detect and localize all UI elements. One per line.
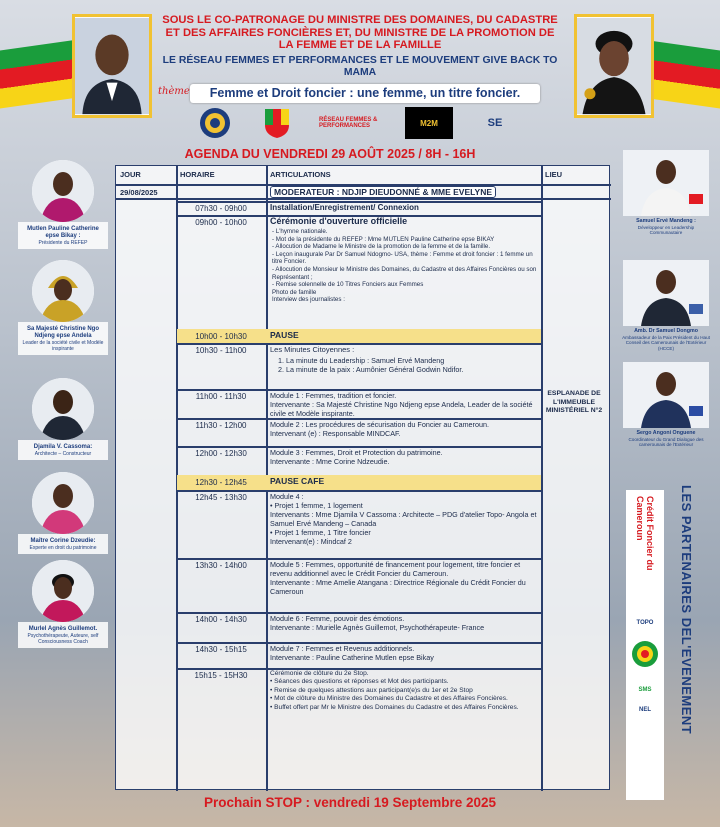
col-header-horaire: HORAIRE [180, 170, 215, 179]
minproff-emblem-logo [257, 107, 297, 139]
row-time: 11h30 - 12h00 [195, 421, 247, 430]
speaker-name: Amb. Dr Samuel Dongmo [634, 328, 698, 334]
row-line: Intervenante : Sa Majesté Christine Ngo Ndjeng epse Andela, Leader de la société civile et Modèle inspirante. [270, 400, 533, 418]
row-time: 13h30 - 14h00 [195, 561, 247, 570]
row-time: 14h30 - 15h15 [195, 645, 247, 654]
row-line: - L'hymne nationale. [272, 228, 328, 235]
minister-portrait-left [72, 14, 152, 118]
reseau-femmes-logo [319, 107, 383, 139]
row-articulation [270, 420, 538, 438]
se-logo: SE [487, 117, 503, 129]
speaker-card-left-5 [18, 560, 108, 648]
speaker-role: Présidente du REFEP [38, 240, 88, 246]
speaker-role: Leader de la société civile et Modèle inspirante [22, 340, 104, 352]
speaker-name: Djamila V. Cassoma: [33, 444, 93, 450]
speaker-photo [32, 260, 94, 322]
speaker-card-right-3 [622, 362, 710, 448]
row-line: - Leçon inaugurale Par Dr Samuel Ndogmo- USA, thème : Femme et droit foncier : 1 femme un titre Foncier. [272, 250, 533, 266]
speaker-name: Murlel Agnès Guillemot. [28, 626, 98, 632]
partners-title: LES PARTENAIRES DEL'EVENEMENT [679, 485, 694, 735]
row-line: Module 4 : [270, 492, 304, 501]
row-time: 09h00 - 10h00 [195, 218, 247, 227]
row-line: Module 1 : Femmes, tradition et foncier. [270, 391, 397, 400]
row-line: • Projet 1 femme, 1 logement [270, 501, 363, 510]
speaker-role: Psychothérapeute, Auteure, self Consciousness Coach [27, 633, 99, 645]
speaker-photo [623, 362, 709, 428]
speaker-photo [32, 560, 94, 622]
agenda-table [115, 165, 610, 790]
row-time: 14h00 - 14h30 [195, 615, 247, 624]
row-time: 11h00 - 11h30 [195, 392, 247, 401]
row-title: Cérémonie d'ouverture officielle [270, 216, 408, 226]
speaker-role: Experte en droit du patrimoine [29, 545, 97, 551]
row-text: PAUSE [270, 330, 299, 340]
row-time: 10h00 - 10h30 [195, 332, 247, 341]
row-text: MODERATEUR : NDJIP DIEUDONNÉ & MME EVELYNE [270, 186, 496, 198]
theme-banner: Femme et Droit foncier : une femme, un titre foncier. [190, 84, 540, 103]
row-line: Photo de famille [272, 288, 317, 296]
row-articulation [270, 188, 538, 197]
header-text [160, 14, 560, 79]
speaker-photo [623, 260, 709, 326]
row-line: Module 6 : Femme, pouvoir des émotions. [270, 614, 405, 623]
row-line: Intervenante : Pauline Catherine Mutlen epse Bikay [270, 653, 434, 662]
col-header-articulations: ARTICULATIONS [270, 170, 331, 179]
speaker-name: Samuel Ervé Mandeng : [636, 218, 696, 224]
row-articulation [270, 391, 538, 418]
row-line: • Buffet offert par Mr le Ministre des Domaines du Cadastre et des Affaires Foncières. [270, 703, 519, 711]
row-articulation [270, 614, 538, 632]
speaker-photo [623, 150, 709, 216]
sms-logo: SMS [638, 687, 652, 693]
row-line: • Séances des questions et réponses et Mot des participants. [270, 678, 449, 686]
row-line: Module 5 : Femmes, opportunité de financement pour logement, titre foncier et revenu additionnel avec le Crédit Foncier du Cameroun. [270, 560, 521, 578]
speaker-name: Mutlen Pauline Catherine epse Bikay : [27, 226, 99, 239]
row-title: Les Minutes Citoyennes : [270, 345, 355, 354]
speaker-name: Sa Majesté Christine Ngo Ndjeng epse Andela [26, 326, 100, 339]
speaker-card-left-3 [18, 378, 108, 460]
speaker-photo [32, 378, 94, 440]
col-header-lieu: LIEU [545, 170, 563, 179]
lieu-venue: ESPLANADE DE L'IMMEUBLE MINISTÉRIEL N°2 [545, 390, 603, 414]
mindcaf-seal-logo [631, 640, 659, 673]
speaker-card-left-1 [18, 160, 108, 249]
row-articulation [270, 492, 538, 546]
speaker-card-left-4 [18, 472, 108, 554]
row-text: PAUSE CAFE [270, 476, 325, 486]
nel-logo: NEL [639, 707, 651, 713]
next-stop-footer: Prochain STOP : vendredi 19 Septembre 2025 [203, 795, 497, 810]
speaker-photo [32, 160, 94, 222]
row-line: 2. La minute de la paix : Aumônier Général Godwin Ndifor. [278, 365, 464, 374]
row-line: • Remise de quelques attestions aux participant(e)s du 1er et 2e Stop [270, 686, 473, 694]
speaker-card-right-2 [622, 260, 710, 351]
speaker-name: Sergo Angoni Onguene [636, 430, 696, 436]
row-line: Module 2 : Les procédures de sécurisation du Foncier au Cameroun. [270, 420, 489, 429]
speaker-card-left-2 [18, 260, 108, 355]
partner-logos-column [626, 490, 664, 800]
speaker-role: Coordinateur du Grand Dialogue des camerounais de l'Extérieur [628, 436, 704, 447]
row-line: - Allocution de Monsieur le Ministre des Domaines, du Cadastre et des Affaires Foncières ou son Représentant ; [272, 265, 537, 281]
row-line: Intervenant (e) : Responsable MINDCAF. [270, 429, 401, 438]
row-articulation [270, 203, 538, 212]
row-line: Interview des journalistes : [272, 296, 345, 304]
speaker-role: Ambassadeur de la Paix Président du Haut Conseil des Camerounais de l'Extérieur (HCCE) [622, 334, 710, 351]
speaker-role: Développeur en Leadership Communautaire [637, 224, 695, 235]
jour-date: 29/08/2025 [120, 188, 158, 197]
row-articulation [270, 331, 538, 340]
row-line: Intervenante : Murielle Agnès Guillemot, Psychothérapeute- France [270, 623, 485, 632]
row-line: - Allocution de Madame le Ministre de la promotion de la femme et de la famille. [272, 243, 491, 251]
row-line: Intervenante : Mme Corine Ndzeudie. [270, 457, 390, 466]
row-articulation [270, 345, 538, 374]
row-line: • Projet 1 femme, 1 Titre foncier [270, 528, 371, 537]
row-time: 10h30 - 11h00 [195, 346, 247, 355]
row-time: 15h15 - 15H30 [194, 671, 248, 680]
col-divider [541, 166, 543, 791]
reseau-femmes-logo-text: RÉSEAU FEMMES & PERFORMANCES [319, 117, 378, 129]
agenda-title: AGENDA DU VENDREDI 29 AOÛT 2025 / 8H - 16H [184, 147, 476, 161]
credit-foncier-logo: Crédit Foncier du Cameroun [635, 496, 655, 571]
row-time: 07h30 - 09h00 [195, 204, 247, 213]
speaker-photo [32, 472, 94, 534]
row-time: 12h45 - 13h30 [195, 493, 247, 502]
speaker-card-right-1 [622, 150, 710, 236]
row-line: - Mot de la présidente du REFEP : Mme MUTLEN Pauline Catherine epse BIKAY [272, 235, 495, 243]
row-line: • Mot de clôture du Ministre des Domaines du Cadastre et des Affaires Foncières. [270, 695, 508, 703]
speaker-name: Maître Corine Dzeudie: [30, 538, 96, 544]
row-articulation [270, 560, 538, 596]
row-articulation [270, 217, 538, 304]
refep-logo [195, 107, 235, 139]
patronage-heading: SOUS LE CO-PATRONAGE DU MINISTRE DES DOMAINES, DU CADASTRE ET DES AFFAIRES FONCIÈRES ET, DU MINISTRE DE LA PROMOTION DE LA FEMME ET DE LA FAMILLE [162, 14, 558, 51]
row-line: - Remise solennelle de 10 Titres Fonciers aux Femmes [272, 281, 424, 289]
row-time: 12h30 - 12h45 [195, 478, 247, 487]
row-articulation [270, 448, 538, 466]
cameroon-flag-ribbon-left [0, 40, 78, 109]
row-articulation [270, 644, 538, 662]
row-divider [116, 198, 611, 200]
topo-logo: TOPO [636, 620, 654, 626]
minister-portrait-right [574, 14, 654, 118]
row-line: Intervenant(e) : Mindcaf 2 [270, 537, 352, 546]
row-line: Module 7 : Femmes et Revenus additionnels. [270, 644, 415, 653]
row-text: Installation/Enregistrement/ Connexion [270, 203, 419, 212]
theme-label: thème [158, 86, 190, 97]
row-articulation [270, 477, 538, 486]
reseau-heading: LE RÉSEAU FEMMES ET PERFORMANCES ET LE MOUVEMENT GIVE BACK TO MAMA [162, 54, 558, 78]
row-articulation [270, 670, 538, 712]
m2m-mouvement-logo: M2M [405, 107, 453, 139]
row-line: Module 3 : Femmes, Droit et Protection du patrimoine. [270, 448, 443, 457]
row-line: Intervenante : Mme Amelie Atangana : Directrice Régionale du Crédit Foncier du Cameroun [270, 578, 526, 596]
row-line: Intervenants : Mme Djamila V Cassoma : Architecte – PDG d'atelier Topo- Angola et Samuel Ervé Mandeng – Canada [270, 510, 537, 528]
organizer-logos [190, 105, 520, 141]
speaker-role: Architecte – Constructeur [34, 451, 92, 457]
col-header-jour: JOUR [120, 170, 141, 179]
row-time: 12h00 - 12h30 [195, 449, 247, 458]
row-line: 1. La minute du Leadership : Samuel Ervé Mandeng [278, 356, 445, 365]
row-line: Cérémonie de clôture du 2e Stop. [270, 670, 369, 677]
